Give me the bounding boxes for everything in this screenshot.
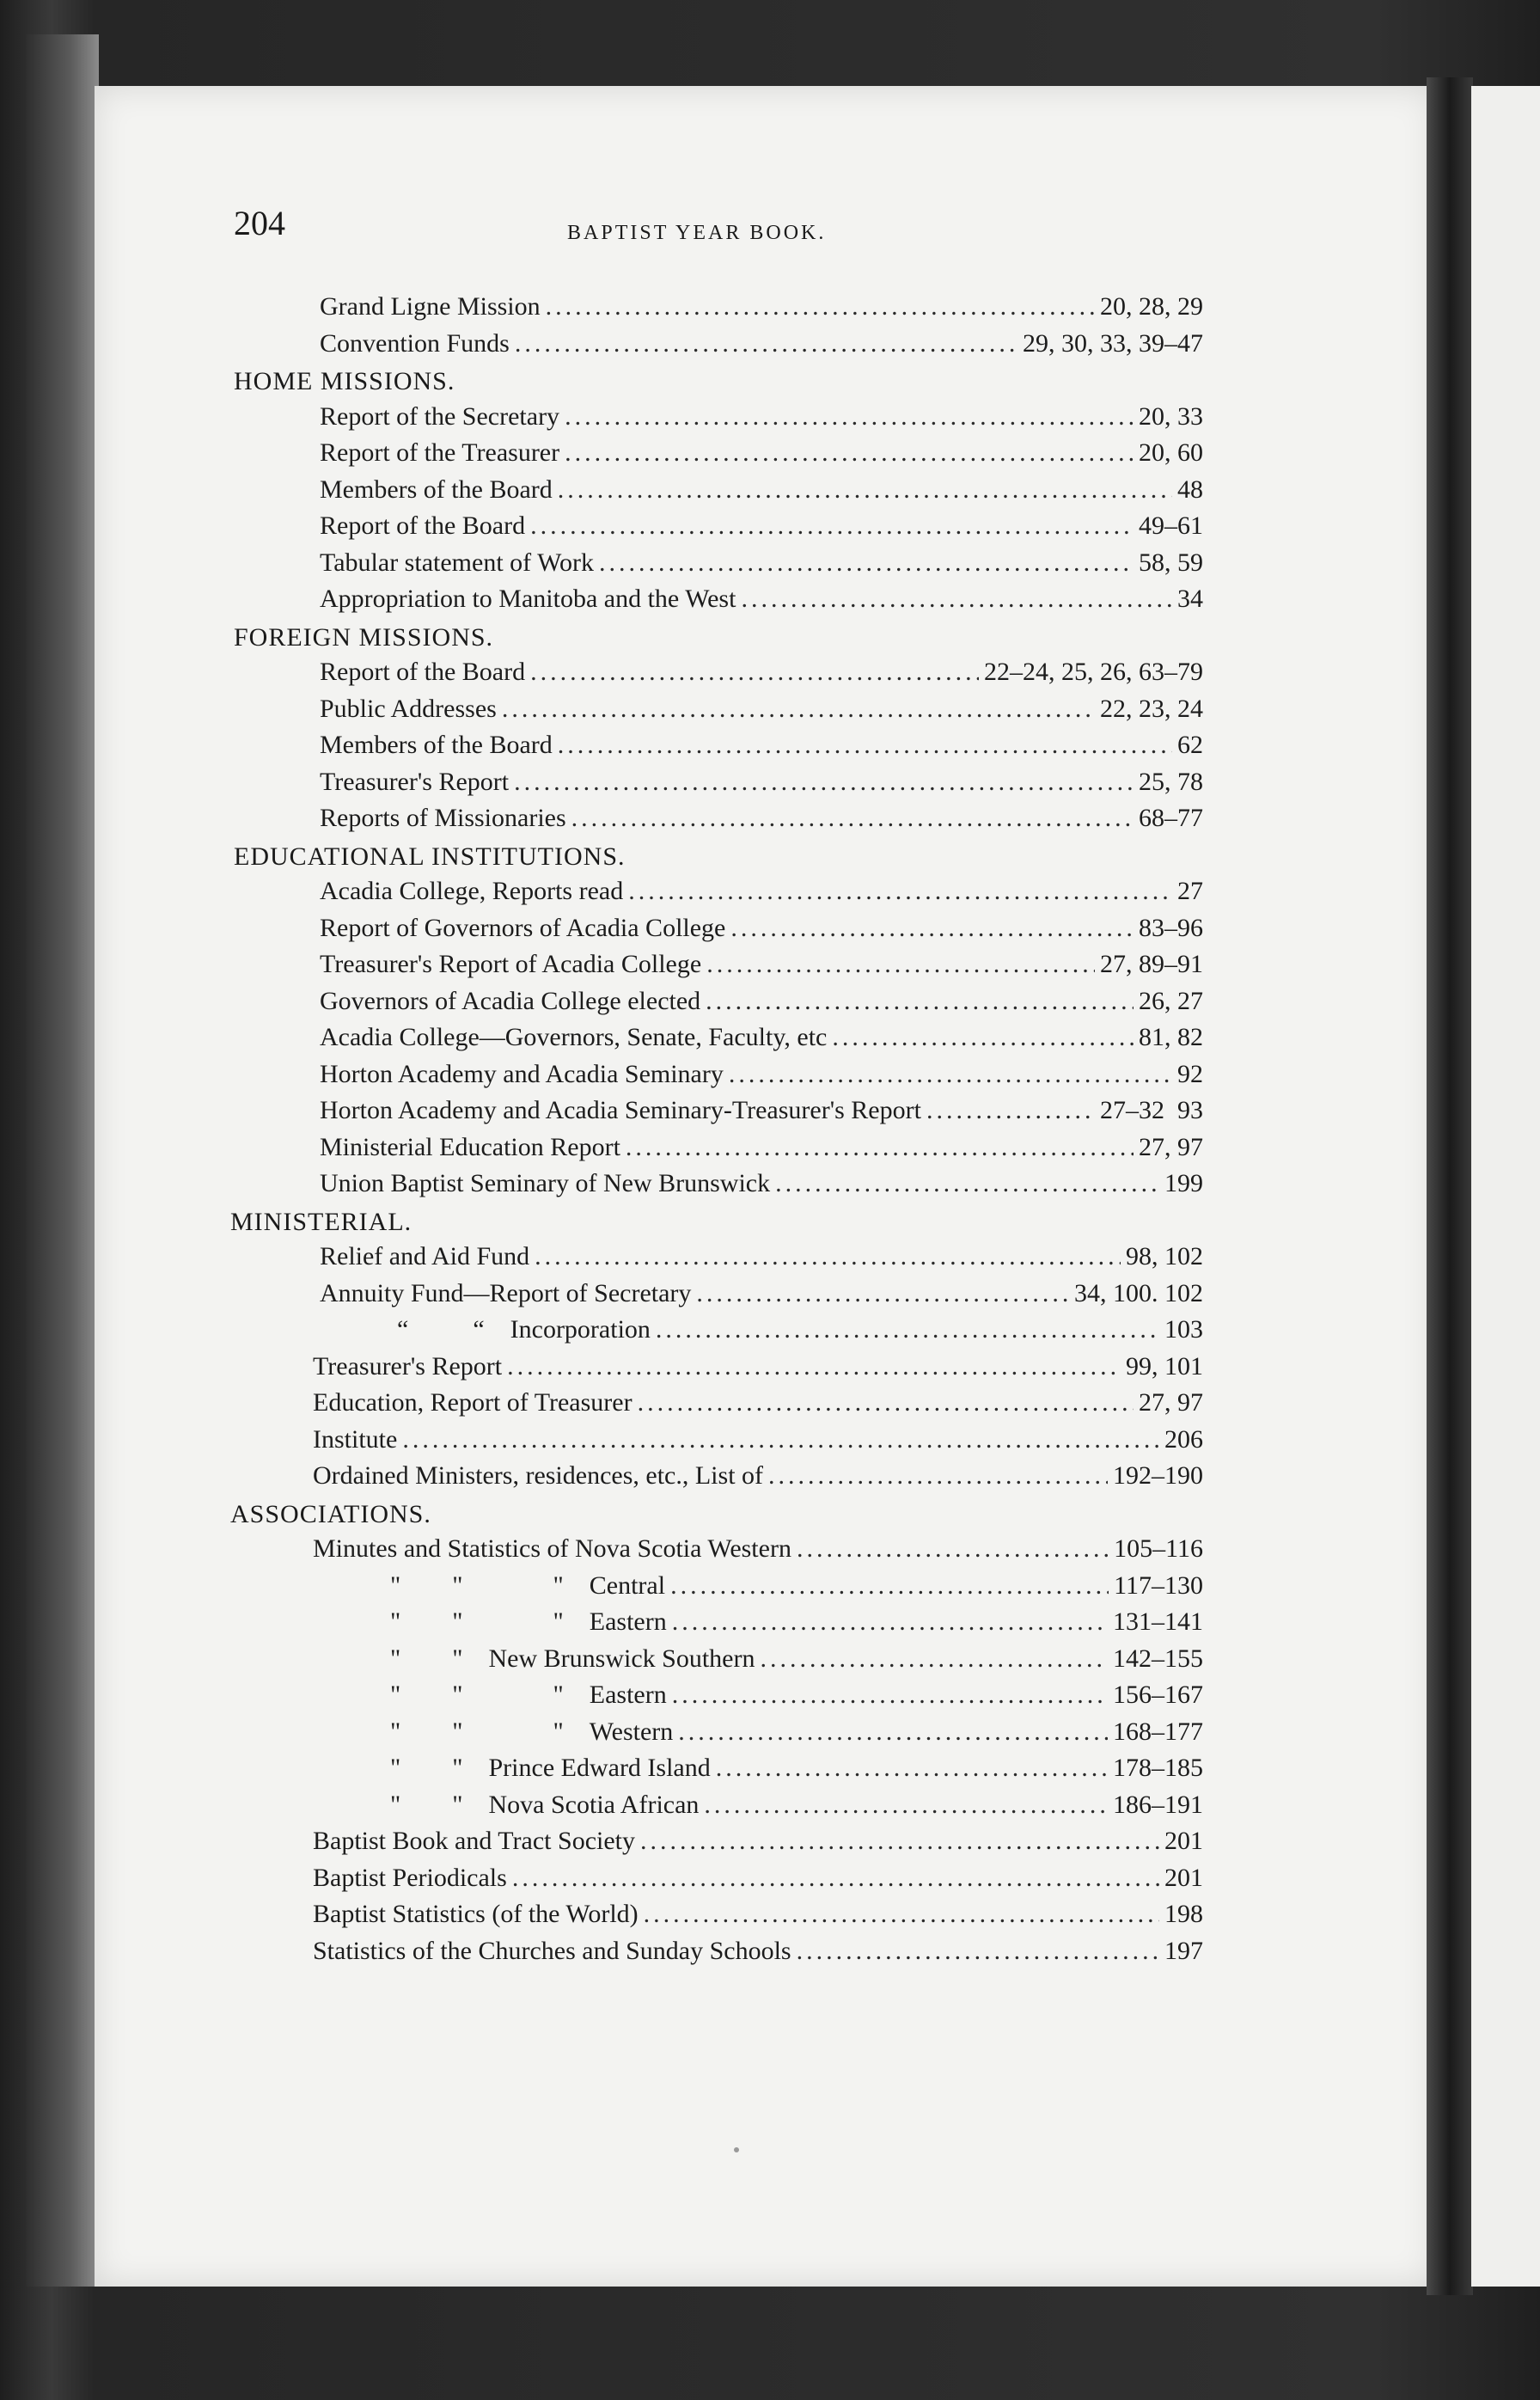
entry-pages: 48: [1177, 474, 1203, 504]
entry-pages: 27, 97: [1139, 1388, 1203, 1417]
entry-pages: 22, 23, 24: [1100, 694, 1203, 723]
section-heading: ASSOCIATIONS.: [230, 1499, 431, 1528]
ditto-marks: " " ": [390, 1570, 564, 1600]
entry-pages: 156–167: [1113, 1681, 1203, 1709]
index-entry: [313, 1534, 1203, 1570]
entry-label: Union Baptist Seminary of New Brunswick: [320, 1169, 771, 1197]
index-entry: [320, 438, 1203, 474]
entry-label: Members of the Board: [320, 731, 553, 759]
leader-dots: [670, 1571, 1109, 1601]
index-entry: [320, 511, 1203, 548]
index-entry: [313, 1571, 1203, 1607]
leader-dots: [926, 1096, 1095, 1125]
leader-dots: [678, 1717, 1108, 1747]
index-entry: [313, 1900, 1203, 1936]
entry-pages: 22–24, 25, 26, 63–79: [984, 658, 1203, 686]
index-entry: [313, 1827, 1203, 1863]
entry-pages: 20, 60: [1139, 438, 1203, 467]
entry-pages: 168–177: [1113, 1717, 1203, 1746]
section-heading: FOREIGN MISSIONS.: [234, 622, 494, 652]
entry-label: Statistics of the Churches and Sunday Schools: [313, 1936, 791, 1965]
leader-dots: [729, 1060, 1172, 1089]
index-entry: [313, 1864, 1203, 1900]
leader-dots: [558, 475, 1172, 505]
leader-dots: [797, 1937, 1159, 1966]
index-entry: [320, 804, 1203, 840]
index-entry: [320, 1023, 1203, 1059]
index-entry: [320, 877, 1203, 913]
entry-label: Prince Edward Island: [488, 1754, 711, 1782]
leader-dots: [644, 1900, 1159, 1929]
entry-pages: 27: [1177, 877, 1203, 905]
index-entry: [320, 731, 1203, 767]
ink-speck: [734, 2147, 739, 2152]
entry-label: Baptist Periodicals: [313, 1863, 507, 1892]
entry-label: Horton Academy and Acadia Seminary-Treasurer's Report: [320, 1096, 921, 1124]
entry-label: Institute: [313, 1424, 398, 1454]
leader-dots: [760, 1644, 1108, 1674]
entry-pages: 197: [1164, 1936, 1203, 1965]
leader-dots: [672, 1607, 1108, 1637]
entry-pages: 201: [1164, 1863, 1203, 1892]
entry-pages: 27–32 93: [1100, 1096, 1203, 1124]
facing-page-edge: [1471, 86, 1540, 2287]
entry-label: Nova Scotia African: [488, 1790, 700, 1819]
entry-pages: 198: [1164, 1900, 1203, 1928]
leader-dots: [704, 1791, 1108, 1820]
leader-dots: [565, 438, 1134, 468]
entry-label: New Brunswick Southern: [488, 1644, 755, 1673]
index-entry: [320, 1315, 1203, 1351]
leader-dots: [530, 511, 1134, 541]
entry-pages: 81, 82: [1139, 1023, 1203, 1051]
index-entry: [320, 548, 1203, 585]
leader-dots: [730, 914, 1134, 943]
index-entry: [313, 1754, 1203, 1790]
index-entry: [313, 1644, 1203, 1681]
index-entry: [313, 1791, 1203, 1827]
entry-label: Eastern: [589, 1681, 667, 1709]
index-entry: [320, 1242, 1203, 1278]
entry-pages: 206: [1164, 1424, 1203, 1454]
entry-pages: 117–130: [1114, 1570, 1203, 1600]
leader-dots: [530, 658, 979, 687]
index-entry: [313, 1425, 1203, 1461]
entry-label: Western: [589, 1717, 674, 1746]
leader-dots: [696, 1279, 1069, 1308]
entry-pages: 58, 59: [1139, 548, 1203, 577]
entry-pages: 98, 102: [1126, 1242, 1203, 1270]
index-entry: [320, 585, 1203, 621]
entry-label: Central: [589, 1570, 666, 1600]
entry-pages: 142–155: [1113, 1644, 1203, 1673]
entry-pages: 49–61: [1139, 511, 1203, 540]
entry-pages: 26, 27: [1139, 986, 1203, 1015]
entry-pages: 103: [1164, 1315, 1203, 1344]
entry-label: Report of Governors of Acadia College: [320, 913, 726, 942]
entry-pages: 34, 100. 102: [1074, 1278, 1203, 1307]
index-entry: [320, 768, 1203, 804]
leader-dots: [797, 1534, 1109, 1564]
entry-label: Incorporation: [510, 1315, 651, 1344]
index-entry: [320, 1060, 1203, 1096]
entry-label: Treasurer's Report: [320, 767, 510, 796]
index-entry: [313, 1937, 1203, 1973]
index-entry: [313, 1681, 1203, 1717]
index-entry: [320, 292, 1203, 328]
leader-dots: [656, 1315, 1159, 1344]
index-entry: [320, 1169, 1203, 1205]
entry-label: Ordained Ministers, residences, etc., List of: [313, 1461, 764, 1490]
entry-label: Report of the Secretary: [320, 401, 560, 431]
entry-label: Appropriation to Manitoba and the West: [320, 585, 736, 613]
entry-label: Baptist Book and Tract Society: [313, 1827, 635, 1855]
ditto-marks: " " ": [390, 1717, 564, 1746]
leader-dots: [706, 950, 1095, 979]
entry-label: Annuity Fund—Report of Secretary: [320, 1278, 692, 1307]
entry-label: Horton Academy and Acadia Seminary: [320, 1059, 724, 1088]
leader-dots: [565, 402, 1134, 432]
entry-label: Reports of Missionaries: [320, 804, 566, 832]
entry-pages: 27, 89–91: [1100, 950, 1203, 978]
entry-label: Grand Ligne Mission: [320, 292, 541, 321]
leader-dots: [768, 1461, 1108, 1491]
leader-dots: [535, 1242, 1121, 1271]
index-entry: [320, 658, 1203, 694]
entry-label: Convention Funds: [320, 328, 510, 358]
leader-dots: [628, 877, 1172, 906]
index-entry: [313, 1717, 1203, 1754]
leader-dots: [706, 987, 1134, 1016]
entry-label: Members of the Board: [320, 474, 553, 504]
index-entry: [313, 1388, 1203, 1424]
entry-label: Eastern: [589, 1607, 667, 1636]
leader-dots: [512, 1864, 1159, 1893]
section-heading: EDUCATIONAL INSTITUTIONS.: [234, 842, 626, 871]
leader-dots: [741, 585, 1172, 614]
entry-pages: 62: [1177, 731, 1203, 759]
index-entry: [320, 1133, 1203, 1169]
page-number: 204: [234, 204, 285, 242]
entry-pages: 131–141: [1113, 1607, 1203, 1636]
entry-label: Public Addresses: [320, 694, 497, 723]
entry-label: Acadia College—Governors, Senate, Faculty, etc: [320, 1023, 828, 1051]
entry-pages: 201: [1164, 1827, 1203, 1855]
leader-dots: [672, 1681, 1108, 1710]
entry-label: Treasurer's Report of Acadia College: [320, 950, 702, 978]
entry-label: Education, Report of Treasurer: [313, 1388, 632, 1417]
entry-pages: 20, 28, 29: [1100, 292, 1203, 321]
index-entry: [313, 1461, 1203, 1497]
index-entry: [320, 1279, 1203, 1315]
leader-dots: [558, 731, 1172, 760]
index-entry: [320, 475, 1203, 511]
index-entry: [320, 950, 1203, 986]
entry-pages: 99, 101: [1126, 1351, 1203, 1381]
entry-pages: 29, 30, 33, 39–47: [1023, 328, 1203, 358]
leader-dots: [638, 1388, 1134, 1417]
entry-label: Acadia College, Reports read: [320, 877, 624, 905]
entry-label: Governors of Acadia College elected: [320, 986, 701, 1015]
index-entry: [313, 1352, 1203, 1388]
entry-label: Treasurer's Report: [313, 1351, 503, 1381]
book-page-edges: [26, 34, 99, 2287]
leader-dots: [640, 1827, 1159, 1856]
entry-pages: 105–116: [1114, 1534, 1203, 1563]
ditto-marks: " ": [390, 1644, 463, 1673]
ditto-marks: " ": [390, 1790, 463, 1819]
entry-pages: 27, 97: [1139, 1132, 1203, 1161]
leader-dots: [515, 329, 1018, 358]
section-heading: MINISTERIAL.: [230, 1207, 412, 1236]
leader-dots: [716, 1754, 1108, 1783]
entry-pages: 25, 78: [1139, 767, 1203, 796]
entry-pages: 186–191: [1113, 1790, 1203, 1819]
entry-label: Baptist Statistics (of the World): [313, 1900, 639, 1928]
leader-dots: [502, 695, 1095, 724]
entry-pages: 83–96: [1139, 913, 1203, 942]
entry-pages: 199: [1164, 1169, 1203, 1197]
leader-dots: [514, 768, 1134, 797]
leader-dots: [402, 1425, 1159, 1454]
running-head: BAPTIST YEAR BOOK.: [567, 222, 827, 244]
section-heading: HOME MISSIONS.: [234, 367, 455, 395]
index-entry: [320, 695, 1203, 731]
entry-pages: 92: [1177, 1059, 1203, 1088]
index-entry: [320, 1096, 1203, 1132]
index-entry: [320, 987, 1203, 1023]
leader-dots: [775, 1169, 1159, 1198]
book-gutter: [1427, 77, 1473, 2295]
index-entry: [320, 914, 1203, 950]
index-entry: [320, 329, 1203, 365]
entry-pages: 68–77: [1139, 804, 1203, 832]
ditto-marks: " ": [390, 1754, 463, 1782]
entry-label: Report of the Board: [320, 658, 526, 686]
index-entry: [320, 402, 1203, 438]
entry-label: Report of the Board: [320, 511, 526, 540]
leader-dots: [599, 548, 1134, 578]
ditto-marks: " " ": [390, 1681, 564, 1709]
ditto-marks: “ “: [397, 1315, 485, 1344]
entry-pages: 34: [1177, 585, 1203, 613]
entry-label: Ministerial Education Report: [320, 1132, 620, 1161]
entry-pages: 192–190: [1113, 1461, 1203, 1490]
leader-dots: [546, 292, 1095, 321]
leader-dots: [832, 1023, 1134, 1052]
entry-label: Tabular statement of Work: [320, 548, 594, 577]
leader-dots: [507, 1352, 1121, 1381]
entry-label: Minutes and Statistics of Nova Scotia Western: [313, 1534, 791, 1563]
ditto-marks: " " ": [390, 1607, 564, 1636]
leader-dots: [571, 804, 1134, 833]
leader-dots: [626, 1133, 1134, 1162]
entry-label: Relief and Aid Fund: [320, 1242, 530, 1270]
entry-label: Report of the Treasurer: [320, 438, 560, 467]
entry-pages: 20, 33: [1139, 401, 1203, 431]
entry-pages: 178–185: [1113, 1754, 1203, 1782]
index-entry: [313, 1607, 1203, 1644]
